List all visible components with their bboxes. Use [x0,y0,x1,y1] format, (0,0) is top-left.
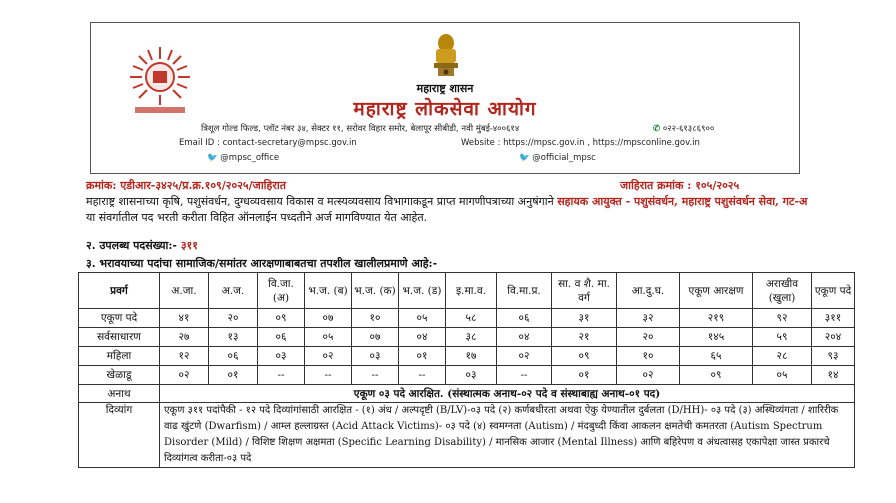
table-cell: ६५ [680,347,753,366]
table-cell: ४१ [160,309,209,328]
table-cell: ९२ [753,309,812,328]
table-cell: ३१ [552,309,617,328]
reservation-table [78,272,855,468]
row-label: खेळाडू [79,366,160,385]
twitter-bird-icon: 🐦 [207,153,218,163]
phone-line [653,123,714,134]
twitter-handle-text: @mpsc_office [220,153,280,163]
table-cell: १२ [160,347,209,366]
table-cell: ०४ [497,328,552,347]
letterhead [90,22,800,174]
table-header-cell: भ.ज. (ब) [305,273,352,309]
table-cell: ५८ [446,309,497,328]
table-row [79,328,855,347]
table-cell: ५९ [753,328,812,347]
table-header-cell: अराखीव (खुला) [753,273,812,309]
intro-paragraph [86,194,816,226]
office-address: त्रिशूल गोल्ड फिल्ड, प्लॉट नंबर ३४, सेक्टर ११, सरोवर विहार समोर, बेलापूर सीबीडी, नवी मुंबई-४००६१४ [201,124,520,134]
table-row [79,366,855,385]
table-cell: २०४ [812,328,855,347]
table-cell: ०७ [305,309,352,328]
table-cell: २७ [160,328,209,347]
twitter-handle-office [207,153,279,163]
twitter-handle-text: @official_mpsc [532,153,596,163]
table-row [79,309,855,328]
available-posts [86,238,198,253]
table-cell: ०९ [552,347,617,366]
table-cell: ०१ [209,366,258,385]
orphan-row [79,385,855,403]
table-cell: ०२ [160,366,209,385]
table-header-cell: आ.दु.घ. [617,273,680,309]
table-cell: १४ [812,366,855,385]
orphan-reservation-text: एकूण ०३ पदे आरक्षित. (संस्थात्मक अनाथ-०२ पदे व संस्थाबाह्य अनाथ-०१ पद) [160,385,855,403]
advertisement-number: जाहिरात क्रमांक : १०५/२०२५ [620,179,740,192]
table-cell: ०३ [258,347,305,366]
table-header-cell: अ.जा. [160,273,209,309]
table-cell: १७ [446,347,497,366]
table-cell: ३२ [617,309,680,328]
intro-text: महाराष्ट्र शासनाच्या कृषि, पशुसंवर्धन, दुग्धव्यवसाय विकास व मत्स्यव्यवसाय विभागाकडून प्राप्त मागणीपत्राच्या अनुषंगाने [86,195,558,208]
table-cell: ०९ [680,366,753,385]
table-cell: ३८ [446,328,497,347]
table-cell: १० [352,309,399,328]
table-row [79,347,855,366]
table-cell: ०२ [497,347,552,366]
section-label: २. उपलब्ध पदसंख्या:- [86,239,177,252]
reservation-heading: ३. भरावयाच्या पदांचा सामाजिक/समांतर आरक्षणाबाबतचा तपशील खालीलप्रमाणे आहे:- [86,257,438,270]
table-cell: २१ [552,328,617,347]
table-cell: ०१ [399,347,446,366]
table-cell: -- [305,366,352,385]
table-cell: ०१ [552,366,617,385]
table-header-cell: एकूण आरक्षण [680,273,753,309]
table-cell: ०२ [305,347,352,366]
table-cell: २८ [753,347,812,366]
table-cell: २१९ [680,309,753,328]
table-cell: ०५ [753,366,812,385]
table-cell: ०३ [446,366,497,385]
twitter-bird-icon: 🐦 [519,153,530,163]
row-label: सर्वसाधारण [79,328,160,347]
table-cell: ०२ [617,366,680,385]
table-cell: १३ [209,328,258,347]
disability-reservation-text: एकूण ३११ पदांपैकी - १२ पदे दिव्यांगांसाठी आरक्षित - (१) अंध / अल्पदृष्टी (B/LV)-०३ पदे (२) कर्णबधीरता अथवा ऐकु येण्यातील दुर्बलता (D/HH)- ०३ पदे (३) अस्थिव्यंगता / शारिरीक वाढ खुंटणे (Dwarfism) / आम्ल हल्लाग्रस्त (Acid Attack Victims)- ०३ पदे (४) स्वमग्नता (Autism) / मंदबुध्दी किंवा आकलन क्षमतेची कमतरता (Autism Spectrum Disorder (Mild) / विशिष्ट शिक्षण अक्षमता (Specific Learning Disability) / मानसिक आजार (Mental Illness) आणि बहिरेपण व अंधत्वासह एकापेक्षा जास्त प्रकारचे दिव्यांगत्व करीता-०३ पदे [160,403,855,468]
table-header-cell: वि.मा.प्र. [497,273,552,309]
table-header-cell: इ.मा.व. [446,273,497,309]
intro-text: या संवर्गातील पद भरती करीता विहित ऑनलाईन पध्दतीने अर्ज मागविण्यात येत आहेत. [86,211,428,224]
email-line: Email ID : contact-secretary@mpsc.gov.in [179,138,357,148]
table-cell: ०६ [209,347,258,366]
table-cell: -- [352,366,399,385]
table-header-cell: वि.जा. (अ) [258,273,305,309]
row-label: महिला [79,347,160,366]
twitter-handle-official [519,153,596,163]
ashoka-emblem-icon [429,31,463,81]
phone-icon: ✆ [653,124,661,134]
table-header-cell: प्रवर्ग [79,273,160,309]
post-name: सहायक आयुक्त - पशुसंवर्धन, महाराष्ट्र पशुसंवर्धन सेवा, गट-अ [557,195,808,208]
reference-number: क्रमांक: एडीआर-३४२५/प्र.क्र.१०९/२०२५/जाहिरात [86,179,286,192]
post-count: ३११ [180,239,198,252]
government-label: महाराष्ट्र शासन [416,82,474,95]
table-cell: १० [617,347,680,366]
table-header-row [79,273,855,309]
table-cell: ९३ [812,347,855,366]
table-cell: ०६ [258,328,305,347]
table-cell: ०४ [399,328,446,347]
table-header-cell: सा. व शै. मा. वर्ग [552,273,617,309]
table-cell: -- [497,366,552,385]
commission-title: महाराष्ट्र लोकसेवा आयोग [353,98,537,120]
table-cell: -- [258,366,305,385]
table-cell: ०५ [399,309,446,328]
table-header-cell: एकूण पदे [812,273,855,309]
row-label: अनाथ [79,385,160,403]
table-cell: २० [617,328,680,347]
phone-number: ०२२-६१३८६९०० [662,124,715,134]
table-header-cell: अ.ज. [209,273,258,309]
row-label: दिव्यांग [79,403,160,468]
table-cell: १४५ [680,328,753,347]
table-cell: ०५ [305,328,352,347]
table-header-cell: भ.ज. (ड) [399,273,446,309]
table-cell: -- [399,366,446,385]
table-cell: ०९ [258,309,305,328]
disability-row [79,403,855,468]
table-cell: २० [209,309,258,328]
row-label: एकूण पदे [79,309,160,328]
table-cell: ३११ [812,309,855,328]
table-cell: ०३ [352,347,399,366]
table-header-cell: भ.ज. (क) [352,273,399,309]
table-cell: ०६ [497,309,552,328]
table-cell: ०७ [352,328,399,347]
website-line: Website : https://mpsc.gov.in , https://mpsconline.gov.in [461,138,700,148]
